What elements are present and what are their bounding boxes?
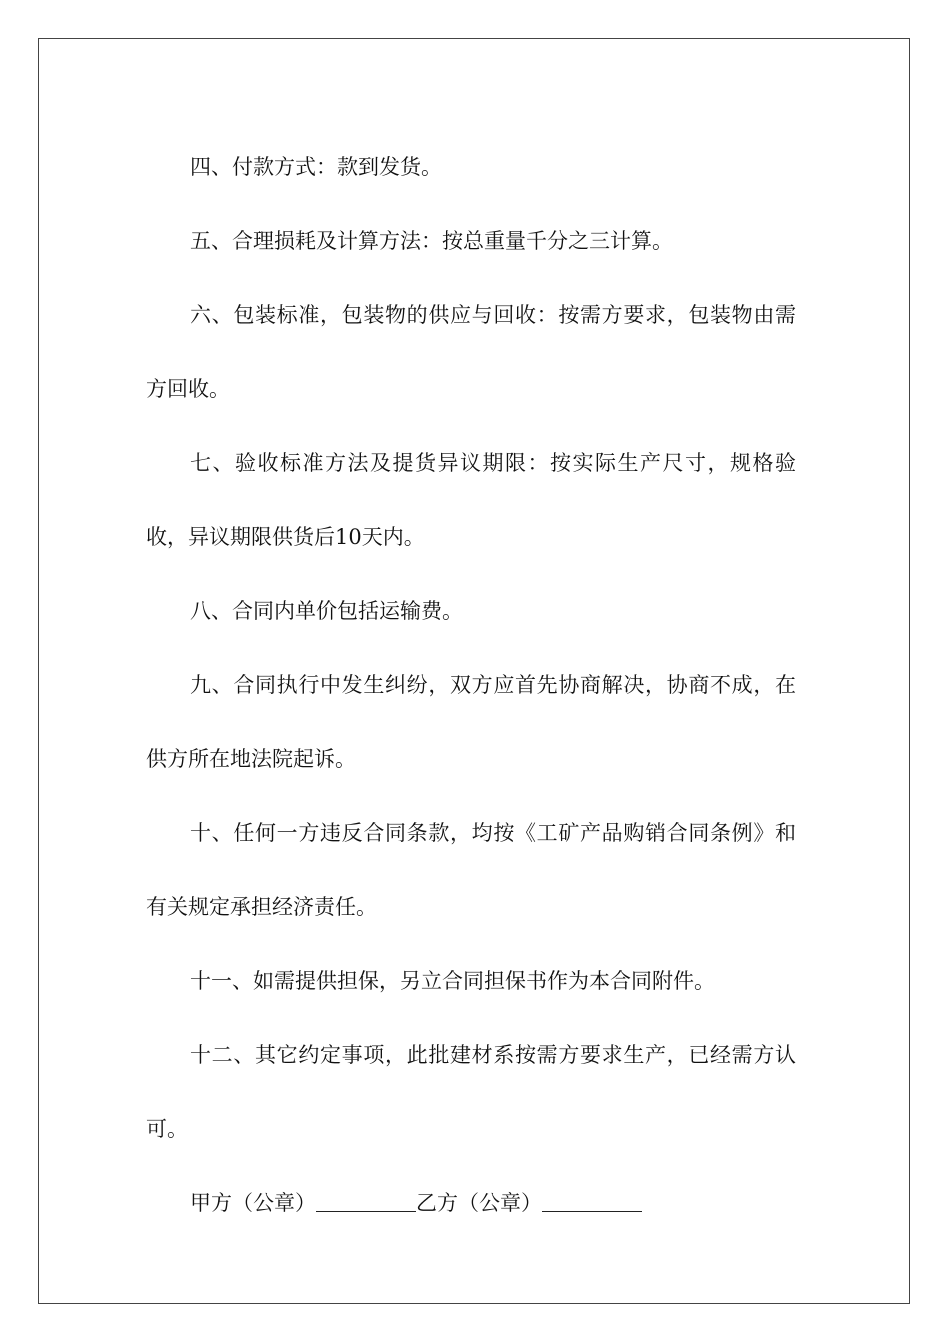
clause-12: 十二、其它约定事项，此批建材系按需方要求生产，已经需方认可。 [146,1043,796,1141]
clause-5: 五、合理损耗及计算方法：按总重量千分之三计算。 [190,229,673,253]
contract-body [146,130,796,1240]
party-b-label: 乙方（公章） [416,1191,542,1215]
clause-7: 七、验收标准方法及提货异议期限：按实际生产尺寸，规格验收，异议期限供货后10天内。 [146,451,796,549]
clause-4: 四、付款方式：款到发货。 [190,155,442,179]
clause-6: 六、包装标准，包装物的供应与回收：按需方要求，包装物由需方回收。 [146,303,796,401]
clause-11: 十一、如需提供担保，另立合同担保书作为本合同附件。 [190,969,715,993]
party-b-blank [542,1191,642,1212]
signature-line [146,1166,796,1240]
clause-10: 十、任何一方违反合同条款，均按《工矿产品购销合同条例》和有关规定承担经济责任。 [146,821,796,919]
clause-9: 九、合同执行中发生纠纷，双方应首先协商解决，协商不成，在供方所在地法院起诉。 [146,673,796,771]
party-a-blank [316,1191,416,1212]
party-a-label: 甲方（公章） [190,1191,316,1215]
clause-8: 八、合同内单价包括运输费。 [190,599,463,623]
